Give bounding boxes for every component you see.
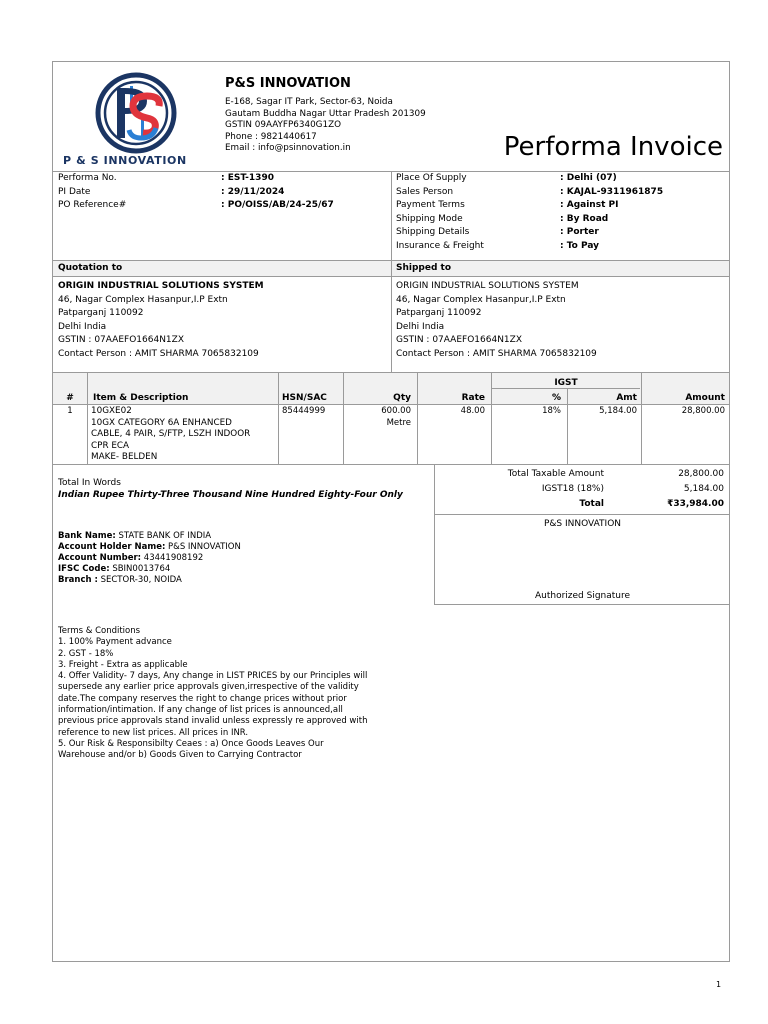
meta-value: : By Road	[560, 213, 609, 224]
item-desc-line: MAKE- BELDEN	[91, 452, 158, 462]
terms-line: 3. Freight - Extra as applicable	[58, 659, 188, 670]
meta-value: : EST-1390	[221, 173, 274, 183]
meta-value: : To Pay	[560, 240, 600, 251]
col-amount: Amount	[685, 393, 725, 403]
signature-label: Authorized Signature	[534, 591, 631, 601]
col-igst-pct: %	[551, 393, 561, 403]
shipped-to-line: Contact Person : AMIT SHARMA 7065832109	[396, 348, 597, 359]
shipped-to-line: Patparganj 110092	[396, 308, 482, 318]
shipped-to-block	[396, 280, 726, 361]
meta-label: Performa No.	[58, 173, 117, 183]
terms-line: 4. Offer Validity- 7 days, Any change in LIST PRICES by our Principles will	[58, 671, 368, 682]
terms-line: Warehouse and/or b) Goods Given to Carrying Contractor	[58, 750, 302, 761]
meta-label: Shipping Mode	[396, 213, 463, 224]
item-hsn: 85444999	[282, 406, 326, 416]
bank-label: IFSC Code:	[58, 564, 110, 574]
bank-value: P&S INNOVATION	[165, 542, 241, 552]
meta-label: PI Date	[58, 186, 91, 197]
words-value: Indian Rupee Thirty-Three Thousand Nine Hundred Eighty-Four Only	[58, 490, 403, 500]
item-igst-pct: 18%	[542, 406, 561, 416]
terms-line: 1. 100% Payment advance	[58, 637, 172, 648]
bank-value: SECTOR-30, NOIDA	[97, 575, 182, 585]
meta-label: Shipping Details	[396, 227, 470, 237]
totals-value: 5,184.00	[683, 484, 724, 494]
company-gstin: GSTIN 09AAYFP6340G1ZO	[225, 120, 342, 130]
meta-value: : Delhi (07)	[560, 173, 617, 183]
item-desc-line: 10GX CATEGORY 6A ENHANCED	[91, 417, 232, 428]
terms-line: reference to new list prices. All prices in INR.	[58, 727, 249, 738]
col-rate: Rate	[461, 393, 485, 403]
col-num: #	[66, 393, 74, 403]
bank-label: Bank Name:	[58, 531, 116, 541]
company-address-2: Gautam Buddha Nagar Uttar Pradesh 201309	[225, 108, 426, 119]
invoice-page	[52, 61, 730, 962]
totals-value: ₹33,984.00	[667, 499, 724, 509]
meta-row	[58, 186, 388, 200]
meta-value: : Against PI	[560, 200, 619, 210]
bank-row	[58, 575, 241, 586]
bank-details	[58, 531, 241, 586]
meta-row	[396, 186, 726, 200]
quotation-to-line: Contact Person : AMIT SHARMA 7065832109	[58, 348, 259, 359]
table-row	[53, 406, 731, 464]
meta-label: PO Reference#	[58, 200, 127, 210]
totals-label: Total Taxable Amount	[507, 469, 604, 479]
bank-label: Account Number:	[58, 553, 142, 563]
totals-row	[434, 468, 731, 483]
meta-value: : KAJAL-9311961875	[560, 186, 664, 197]
bank-value: 43441908192	[141, 553, 204, 563]
page-number: 1	[716, 980, 722, 989]
totals-block	[434, 468, 731, 513]
bank-row	[58, 542, 241, 553]
totals-row	[434, 483, 731, 498]
meta-row	[396, 172, 726, 186]
quotation-to-block	[58, 280, 388, 361]
item-desc-line: CABLE, 4 PAIR, S/FTP, LSZH INDOOR	[91, 429, 251, 439]
meta-value: : PO/OISS/AB/24-25/67	[221, 200, 334, 210]
item-num: 1	[67, 406, 73, 416]
bank-value: SBIN0013764	[109, 564, 171, 574]
col-igst-amt: Amt	[616, 393, 637, 403]
meta-label: Payment Terms	[396, 200, 465, 210]
meta-value: : Porter	[560, 227, 599, 237]
bank-label: Branch :	[58, 575, 98, 585]
company-address	[225, 97, 426, 155]
item-rate: 48.00	[460, 406, 485, 416]
meta-row	[396, 199, 726, 213]
item-qty-unit: Metre	[386, 417, 411, 428]
terms-line: previous price approvals stand invalid unless expressly re approved with	[58, 716, 368, 727]
quotation-to-line: Delhi India	[58, 321, 107, 332]
item-amount: 28,800.00	[681, 406, 725, 416]
col-igst: IGST	[554, 378, 578, 388]
terms-line: information/intimation. If any change of list prices is announced,all	[58, 705, 343, 716]
totals-label: Total	[579, 499, 604, 509]
item-description	[91, 406, 277, 464]
meta-row	[58, 172, 388, 186]
bank-row	[58, 553, 241, 564]
terms-line: supersede any earlier price approvals given,irrespective of the validity	[58, 682, 359, 693]
terms-line: 2. GST - 18%	[58, 648, 114, 659]
shipped-to-heading: Shipped to	[396, 263, 452, 273]
bank-row	[58, 564, 241, 575]
meta-label: Sales Person	[396, 186, 454, 197]
bank-value: STATE BANK OF INDIA	[115, 531, 212, 541]
document-title: Performa Invoice	[503, 132, 723, 162]
item-qty-value: 600.00	[381, 406, 411, 416]
item-desc-line: CPR ECA	[91, 440, 130, 451]
terms-line: date.The company reserves the right to change prices without prior	[58, 693, 347, 704]
item-code: 10GXE02	[91, 406, 132, 416]
quotation-to-line: 46, Nagar Complex Hasanpur,I.P Extn	[58, 294, 228, 305]
totals-value: 28,800.00	[678, 469, 724, 479]
terms-heading: Terms & Conditions	[58, 626, 141, 636]
bank-row	[58, 531, 241, 542]
shipped-to-line: 46, Nagar Complex Hasanpur,I.P Extn	[396, 294, 566, 305]
logo-text: P & S INNOVATION	[63, 154, 187, 167]
meta-row	[396, 226, 726, 240]
company-phone: Phone : 9821440617	[225, 131, 317, 142]
company-email: Email : info@psinnovation.in	[225, 143, 351, 153]
quotation-to-line: GSTIN : 07AAEFO1664N1ZX	[58, 335, 184, 345]
terms-line: 5. Our Risk & Responsibilty Ceaes : a) Once Goods Leaves Our	[58, 738, 324, 749]
totals-row-grand	[434, 498, 731, 513]
meta-label: Place Of Supply	[396, 173, 467, 183]
quotation-to-line: Patparganj 110092	[58, 308, 144, 318]
item-qty	[343, 406, 411, 429]
quotation-to-heading: Quotation to	[58, 263, 123, 273]
signature-company: P&S INNOVATION	[543, 519, 622, 529]
words-label: Total In Words	[58, 478, 121, 488]
meta-row	[396, 240, 726, 254]
meta-row	[58, 199, 388, 213]
meta-value: : 29/11/2024	[221, 186, 285, 197]
col-qty: Qty	[393, 393, 411, 403]
shipped-to-line: GSTIN : 07AAEFO1664N1ZX	[396, 335, 522, 345]
company-logo	[61, 66, 211, 170]
shipped-to-line: Delhi India	[396, 321, 445, 332]
shipped-to-name: ORIGIN INDUSTRIAL SOLUTIONS SYSTEM	[396, 281, 579, 291]
bank-label: Account Holder Name:	[58, 542, 166, 552]
company-name: P&S INNOVATION	[225, 76, 351, 91]
totals-label: IGST18 (18%)	[541, 484, 604, 494]
company-address-1: E-168, Sagar IT Park, Sector-63, Noida	[225, 97, 393, 107]
meta-right	[396, 172, 726, 253]
meta-label: Insurance & Freight	[396, 240, 484, 251]
meta-left	[58, 172, 388, 213]
terms-block	[58, 626, 438, 762]
col-desc: Item & Description	[93, 393, 189, 403]
item-igst-amt: 5,184.00	[599, 406, 637, 416]
col-hsn: HSN/SAC	[282, 393, 327, 403]
quotation-to-name: ORIGIN INDUSTRIAL SOLUTIONS SYSTEM	[58, 281, 264, 291]
meta-row	[396, 213, 726, 227]
